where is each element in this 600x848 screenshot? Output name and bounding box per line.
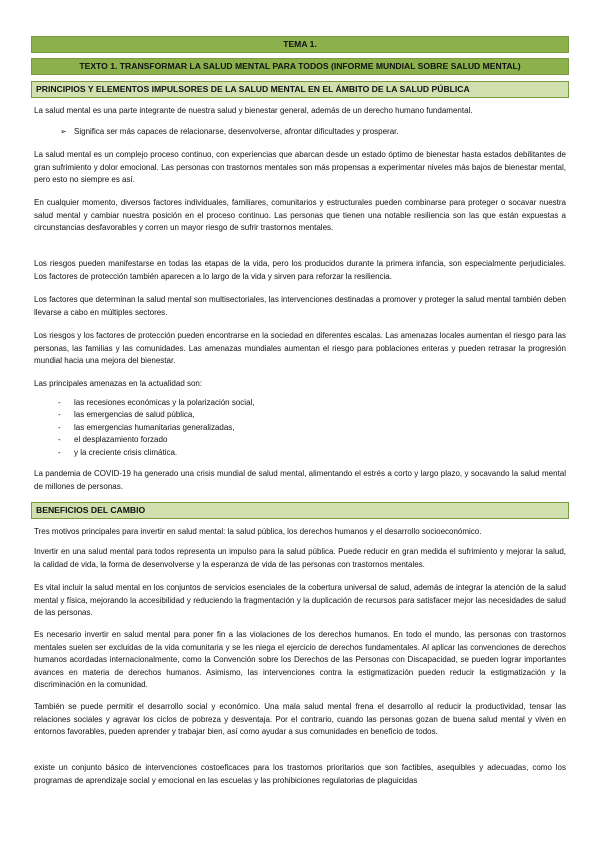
benefit-paragraph-3: Es vital incluir la salud mental en los conjuntos de servicios esenciales de la cobertura universal de salud, además de integrar la atención de la salud mental y física, mejorando la accesibilidad y reduciendo la fragmentación y la duplicación de recursos para satisfacer mejor las necesidades de salud de las personas. [34, 583, 566, 618]
section-heading-principios: PRINCIPIOS Y ELEMENTOS IMPULSORES DE LA SALUD MENTAL EN EL ÁMBITO DE LA SALUD PÚBLICA [31, 81, 569, 98]
benefit-paragraph-2: Invertir en una salud mental para todos representa un impulso para la salud pública. Puede reducir en gran medida el sufrimiento y mejorar la salud, la calidad de vida, la forma de desenvolverse y la esperanza de vida de las personas con trastornos mentales. [34, 547, 566, 569]
threats-list [58, 397, 538, 459]
arrow-bullet-item [60, 126, 560, 138]
list-item: - las recesiones económicas y la polarización social, [58, 398, 255, 407]
benefit-paragraph-6: existe un conjunto básico de intervenciones costoeficaces para los trastornos prioritarios que son factibles, asequibles y adecuadas, como los programas de aprendizaje social y emocional en las escuelas y las prohibiciones regulatorias de plaguicidas [34, 763, 566, 785]
texto-title: TEXTO 1. TRANSFORMAR LA SALUD MENTAL PARA TODOS (INFORME MUNDIAL SOBRE SALUD MENTAL) [31, 58, 569, 75]
paragraph-8: La pandemia de COVID-19 ha generado una crisis mundial de salud mental, alimentando el estrés a corto y largo plazo, y socavando la salud mental de millones de personas. [34, 469, 566, 491]
paragraph-7: Las principales amenazas en la actualidad son: [34, 379, 203, 388]
arrow-bullet-text: Significa ser más capaces de relacionarse, desenvolverse, afrontar dificultades y prosperar. [74, 127, 399, 136]
paragraph-5: Los factores que determinan la salud mental son multisectoriales, las intervenciones destinadas a promover y proteger la salud mental también deben llevarse a cabo en múltiples sectores. [34, 295, 566, 317]
section-heading-beneficios: BENEFICIOS DEL CAMBIO [31, 502, 569, 519]
tema-title: TEMA 1. [31, 36, 569, 53]
list-item: - el desplazamiento forzado [58, 435, 168, 445]
arrow-bullet-icon: ➢ [60, 127, 67, 136]
benefit-paragraph-5: También se puede permitir el desarrollo social y económico. Una mala salud mental frena el desarrollo al reducir la productividad, tensar las relaciones sociales y agravar los ciclos de pobreza y desventaja. Por el contrario, cuando las personas gozan de buena salud mental y viven en entornos favorables, pueden aprender y trabajar bien, así como ayudar a sus comunidades en beneficio de todos. [34, 702, 566, 737]
paragraph-1: La salud mental es una parte integrante de nuestra salud y bienestar general, además de un derecho humano fundamental. [34, 106, 473, 115]
list-item: - las emergencias de salud pública, [58, 410, 195, 420]
paragraph-4: Los riesgos pueden manifestarse en todas las etapas de la vida, pero los producidos durante la primera infancia, son especialmente perjudiciales. Los factores de protección también aparecen a lo largo de la vida y sirven para reforzar la resiliencia. [34, 259, 566, 281]
paragraph-2: La salud mental es un complejo proceso continuo, con experiencias que abarcan desde un estado óptimo de bienestar hasta estados debilitantes de gran sufrimiento y dolor emocional. Las personas con trastornos mentales son más propensas a experimentar niveles más bajos de bienestar mental, pero esto no siempre es así. [34, 150, 566, 185]
list-item: - las emergencias humanitarias generalizadas, [58, 422, 235, 432]
benefit-paragraph-1: Tres motivos principales para invertir en salud mental: la salud pública, los derechos humanos y el desarrollo socioeconómico. [34, 527, 482, 536]
benefit-paragraph-4: Es necesario invertir en salud mental para poner fin a las violaciones de los derechos humanos. En todo el mundo, las personas con trastornos mentales suelen ser excluidas de la vida comunitaria y se les niega el ejercicio de derechos fundamentales. Al aplicar las convenciones de derechos humanos acordadas internacionalmente, como la Convención sobre los Derechos de las Personas con Discapacidad, se pueden lograr importantes avances en materia de derechos humanos. Asimismo, las intervenciones contra la estigmatización pueden reducir la estigmatización y la discriminación en la comunidad. [34, 630, 566, 690]
paragraph-3: En cualquier momento, diversos factores individuales, familiares, comunitarios y estructurales pueden combinarse para proteger o socavar nuestra salud mental y cambiar nuestra posición en el proceso continuo. Las personas que tienen una notable resiliencia son las que están expuestas a circunstancias desfavorables y corren un mayor riesgo de sufrir trastornos mentales. [34, 198, 566, 233]
list-item: - y la creciente crisis climática. [58, 447, 178, 457]
paragraph-6: Los riesgos y los factores de protección pueden encontrarse en la sociedad en diferentes escalas. Las amenazas locales aumentan el riesgo para las personas, las familias y las comunidades. Las amenazas mundiales aumentan el riesgo para poblaciones enteras y pueden retrasar la progresión mundial hacia una mejora del bienestar. [34, 331, 566, 366]
